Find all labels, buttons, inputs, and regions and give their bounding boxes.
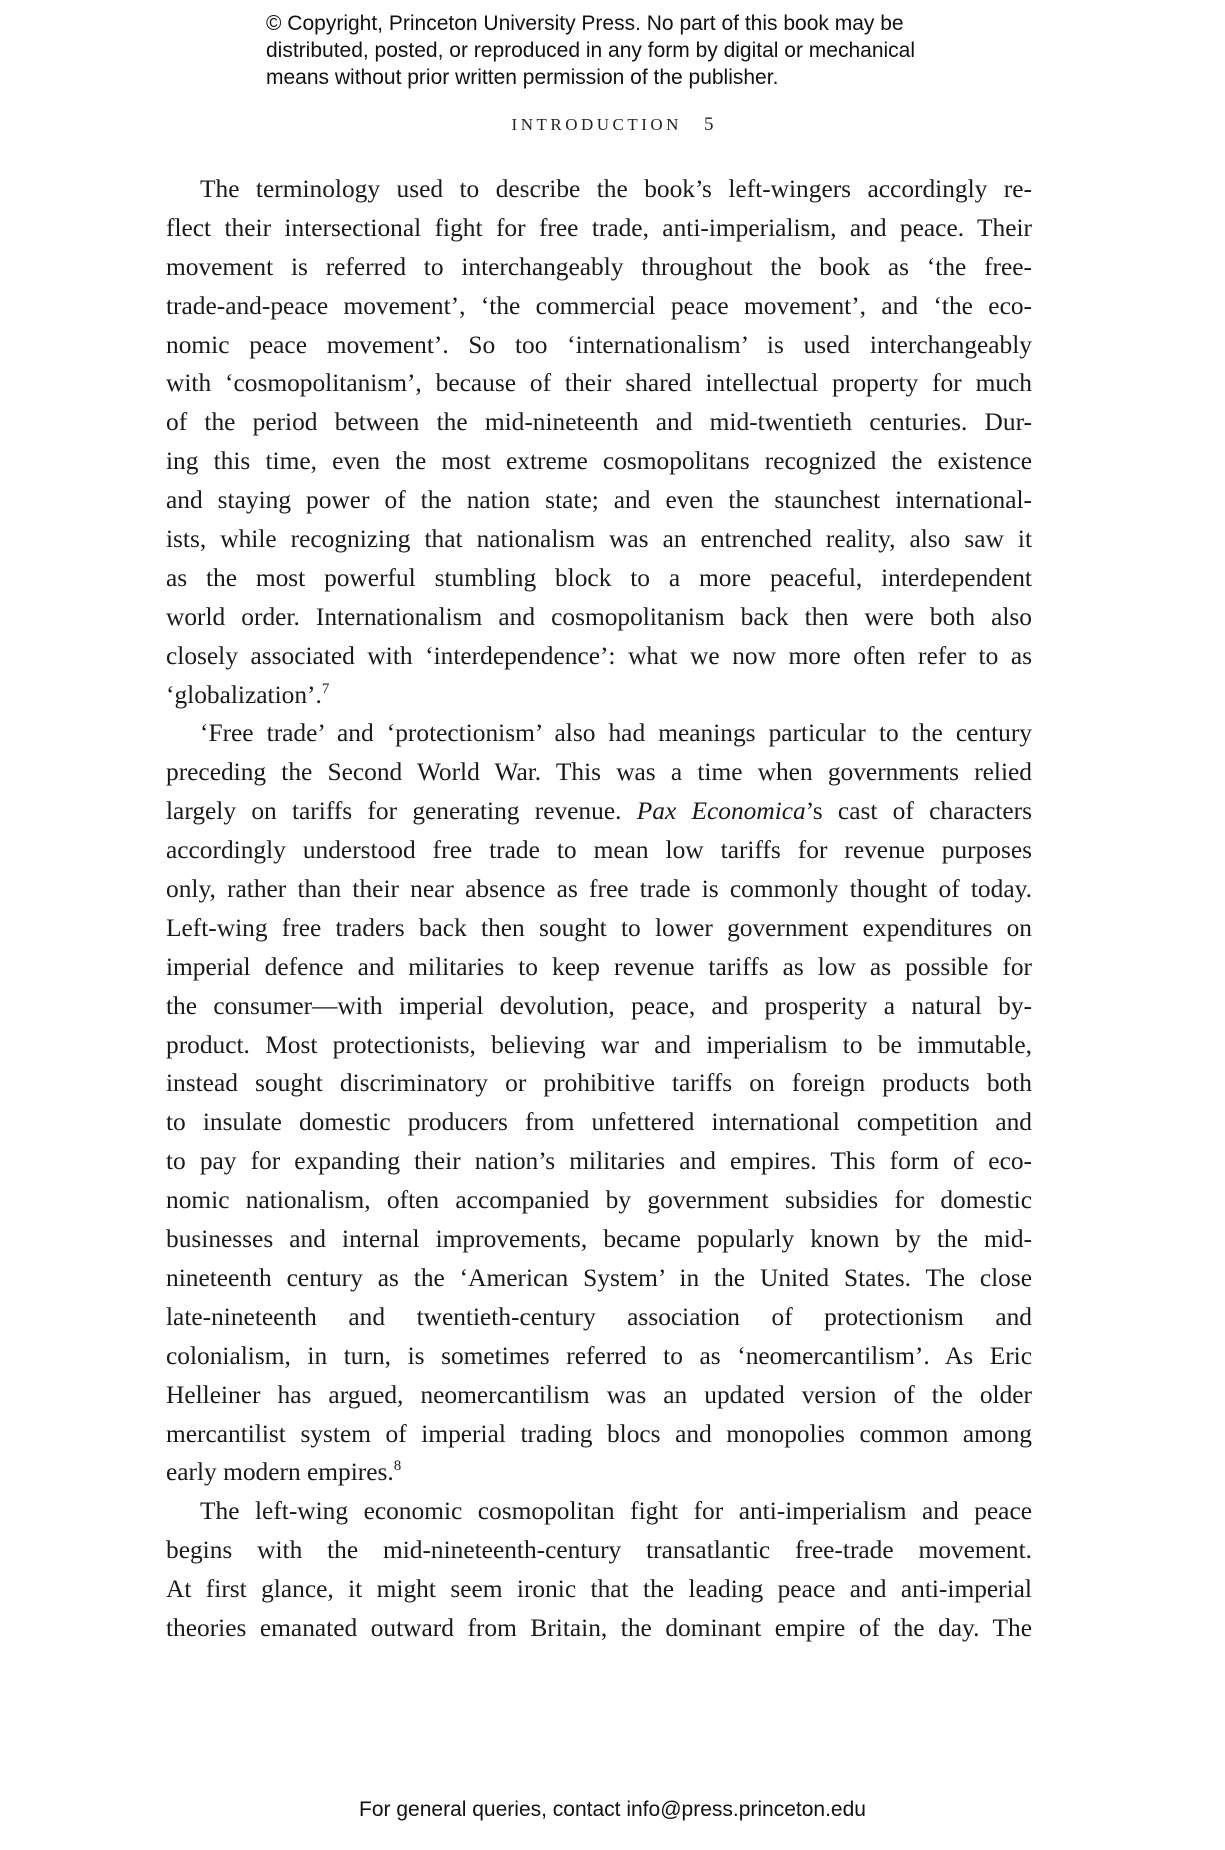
text-line: nomic nationalism, often accompanied by government subsidies for domestic (166, 1186, 1032, 1215)
text-line: instead sought discriminatory or prohibitive tariffs on foreign products both (166, 1069, 1032, 1098)
copyright-notice (266, 10, 1026, 91)
text-line: nomic peace movement’. So too ‘internationalism’ is used interchangeably (166, 330, 1032, 359)
text-line: preceding the Second World War. This was a time when governments relied (166, 758, 1032, 787)
copyright-line: © Copyright, Princeton University Press. No part of this book may be (266, 12, 904, 35)
text-line-content: early modern empires. (166, 1458, 394, 1487)
body-text (166, 170, 1032, 1648)
text-line: mercantilist system of imperial trading blocs and monopolies common among (166, 1419, 1032, 1448)
text-line (166, 1453, 1032, 1492)
text-line: ing this time, even the most extreme cosmopolitans recognized the existence (166, 447, 1032, 476)
text-line: The left-wing economic cosmopolitan fight for anti-imperialism and peace (200, 1497, 1032, 1526)
text-line: world order. Internationalism and cosmopolitanism back then were both also (166, 602, 1032, 631)
text-line: Left-wing free traders back then sought to lower government expenditures on (166, 913, 1032, 942)
book-title-italic: Pax Economica (636, 797, 806, 826)
text-segment: ’s cast of characters (805, 797, 1033, 826)
text-line: product. Most protectionists, believing war and imperialism to be immutable, (166, 1030, 1032, 1059)
text-line: Helleiner has argued, neomercantilism was an updated version of the older (166, 1380, 1032, 1409)
text-line: theories emanated outward from Britain, the dominant empire of the day. The (166, 1613, 1032, 1642)
paragraph (166, 714, 1032, 1492)
copyright-line: means without prior written permission of the publisher. (266, 66, 779, 89)
text-line: only, rather than their near absence as free trade is commonly thought of today. (166, 875, 1032, 904)
copyright-line: distributed, posted, or reproduced in any form by digital or mechanical (266, 39, 916, 62)
text-line: flect their intersectional fight for free trade, anti-imperialism, and peace. Their (166, 213, 1032, 242)
running-head-title: INTRODUCTION (511, 115, 682, 134)
text-line: closely associated with ‘interdependence’: what we now more often refer to as (166, 641, 1032, 670)
text-line: businesses and internal improvements, became popularly known by the mid- (166, 1225, 1032, 1254)
text-line: trade-and-peace movement’, ‘the commercial peace movement’, and ‘the eco- (166, 291, 1032, 320)
text-line: begins with the mid-nineteenth-century transatlantic free-trade movement. (166, 1536, 1032, 1565)
text-line: as the most powerful stumbling block to a more peaceful, interdependent (166, 563, 1032, 592)
footer-contact: For general queries, contact info@press.princeton.edu (359, 1798, 866, 1821)
text-line: ‘Free trade’ and ‘protectionism’ also had meanings particular to the century (200, 719, 1032, 748)
text-line: and staying power of the nation state; and even the staunchest international- (166, 486, 1032, 515)
page-number: 5 (703, 114, 714, 135)
text-line: late-nineteenth and twentieth-century association of protectionism and (166, 1302, 1032, 1331)
text-line: to insulate domestic producers from unfettered international competition and (166, 1108, 1032, 1137)
text-line: of the period between the mid-nineteenth and mid-twentieth centuries. Dur- (166, 408, 1032, 437)
paragraph (166, 1492, 1032, 1648)
text-line: colonialism, in turn, is sometimes referred to as ‘neomercantilism’. As Eric (166, 1341, 1032, 1370)
text-line (166, 792, 1032, 831)
text-line: At first glance, it might seem ironic that the leading peace and anti-imperial (166, 1575, 1032, 1604)
text-line (166, 676, 1032, 715)
text-segment: largely on tariffs for generating revenue. (166, 797, 637, 826)
text-line-content: ‘globalization’. (166, 680, 322, 709)
text-line: the consumer—with imperial devolution, peace, and prosperity a natural by- (166, 991, 1032, 1020)
text-line: nineteenth century as the ‘American System’ in the United States. The close (166, 1263, 1032, 1292)
text-line: The terminology used to describe the book’s left-wingers accordingly re- (200, 175, 1032, 203)
paragraph (166, 170, 1032, 714)
footnote-marker: 7 (321, 680, 330, 697)
running-head (0, 114, 1225, 136)
text-line: movement is referred to interchangeably throughout the book as ‘the free- (166, 252, 1032, 281)
text-line: ists, while recognizing that nationalism was an entrenched reality, also saw it (166, 525, 1032, 554)
text-line: to pay for expanding their nation’s militaries and empires. This form of eco- (166, 1147, 1032, 1176)
text-line: with ‘cosmopolitanism’, because of their shared intellectual property for much (166, 369, 1032, 398)
text-line: accordingly understood free trade to mean low tariffs for revenue purposes (166, 836, 1032, 865)
text-line: imperial defence and militaries to keep revenue tariffs as low as possible for (166, 952, 1032, 981)
footnote-marker: 8 (393, 1458, 402, 1475)
